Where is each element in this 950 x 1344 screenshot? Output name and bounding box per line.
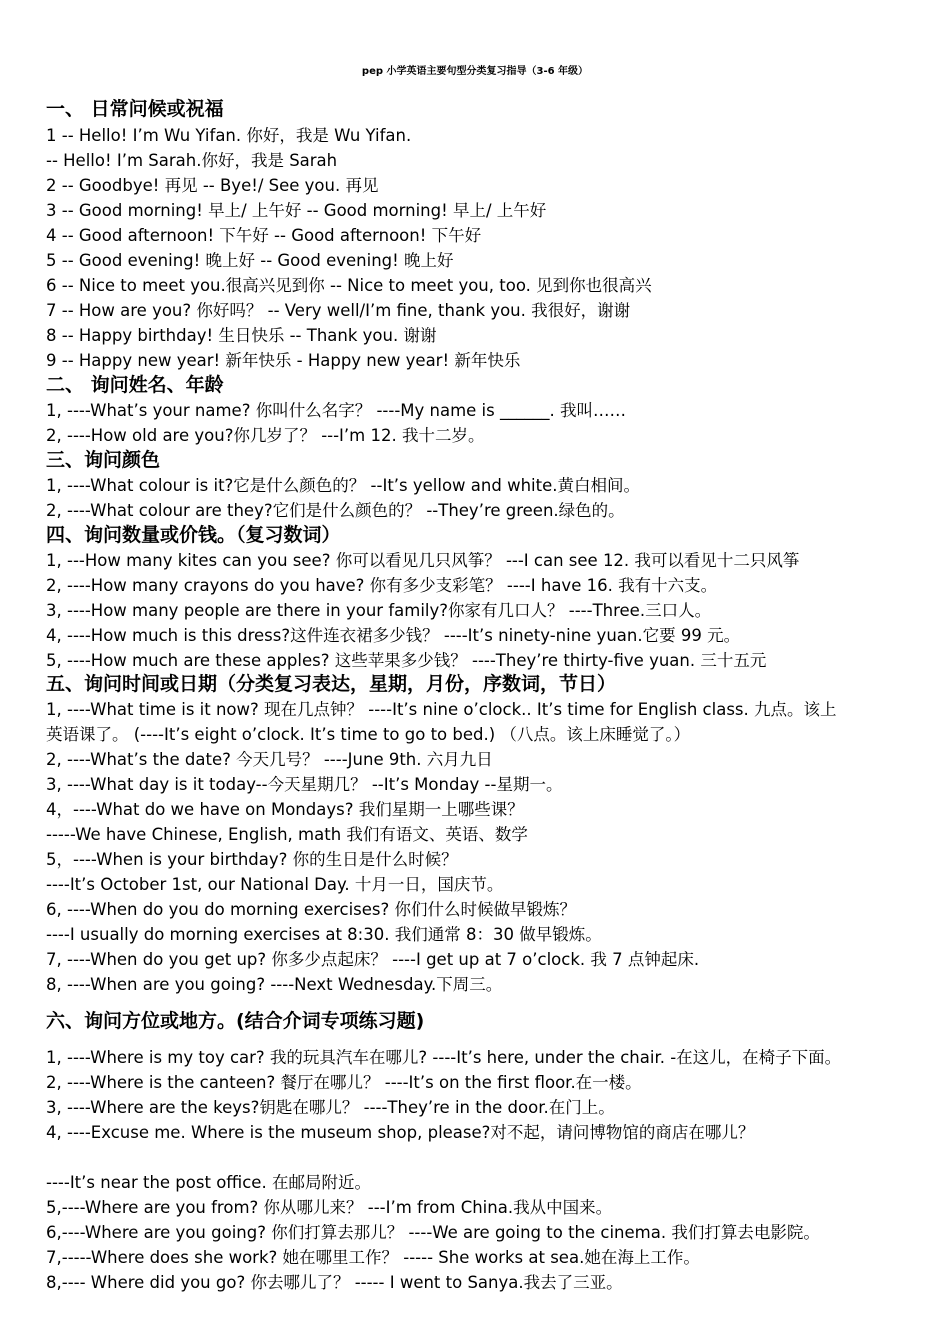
sentence-line: 1, ----Where is my toy car? 我的玩具汽车在哪儿? ----It’s here, under the chair. -在这儿，在椅子下面。 xyxy=(46,1048,842,1067)
sentence-line: 5 -- Good evening! 晚上好 -- Good evening! 晚上好 xyxy=(46,251,454,270)
sentence-line: 1, ----What time is it now? 现在几点钟？ ----It’s nine o’clock.. It’s time for English class. 九点。该上 xyxy=(46,700,837,719)
sentence-line: 6 -- Nice to meet you.很高兴见到你 -- Nice to meet you, too. 见到你也很高兴 xyxy=(46,276,652,295)
sentence-line: 3, ----Where are the keys?钥匙在哪儿？ ----They’re in the door.在门上。 xyxy=(46,1098,615,1117)
sentence-line: 4, ----Excuse me. Where is the museum shop, please?对不起，请问博物馆的商店在哪儿？ xyxy=(46,1123,755,1142)
sentence-line: ----It’s near the post office. 在邮局附近。 xyxy=(46,1173,371,1192)
sentence-line: 1, ----What colour is it?它是什么颜色的？ --It’s yellow and white.黄白相间。 xyxy=(46,476,640,495)
sentence-line: 1, ---How many kites can you see? 你可以看见几只风筝？ ---I can see 12. 我可以看见十二只风筝 xyxy=(46,551,800,570)
sentence-line: 4, ----How much is this dress?这件连衣裙多少钱？ ----It’s ninety-nine yuan.它要 99 元。 xyxy=(46,626,741,645)
sentence-line: 1 -- Hello! I’m Wu Yifan. 你好，我是 Wu Yifan. xyxy=(46,126,412,145)
section-heading-greetings: 一、 日常问候或祝福 xyxy=(46,98,224,120)
section-heading-quantity-price: 四、询问数量或价钱。（复习数词） xyxy=(46,524,341,546)
sentence-line: 8, ----When are you going? ----Next Wednesday.下周三。 xyxy=(46,975,503,994)
section-heading-name-age: 二、 询问姓名、年龄 xyxy=(46,374,224,396)
sentence-line: 2, ----What colour are they?它们是什么颜色的？ --They’re green.绿色的。 xyxy=(46,501,625,520)
sentence-line: 5, ----How much are these apples? 这些苹果多少钱？ ----They’re thirty-five yuan. 三十五元 xyxy=(46,651,767,670)
sentence-line: ----It’s October 1st, our National Day. 十月一日，国庆节。 xyxy=(46,875,504,894)
sentence-line: 4 -- Good afternoon! 下午好 -- Good afternoon! 下午好 xyxy=(46,226,482,245)
sentence-line: 英语课了。 (----It’s eight o’clock. It’s time to go to bed.) （八点。该上床睡觉了。） xyxy=(46,725,691,744)
sentence-line: 2, ----What’s the date? 今天几号？ ----June 9th. 六月九日 xyxy=(46,750,493,769)
sentence-line: 1, ----What’s your name? 你叫什么名字？ ----My name is ______. 我叫…… xyxy=(46,401,626,420)
sentence-line: 6,----Where are you going? 你们打算去那儿？ ----We are going to the cinema. 我们打算去电影院。 xyxy=(46,1223,820,1242)
section-heading-location: 六、询问方位或地方。(结合介词专项练习题) xyxy=(46,1010,425,1032)
section-heading-time-date: 五、询问时间或日期（分类复习表达，星期，月份，序数词，节日） xyxy=(46,673,617,695)
sentence-line: 9 -- Happy new year! 新年快乐 - Happy new year! 新年快乐 xyxy=(46,351,521,370)
page-title: pep 小学英语主要句型分类复习指导（3-6 年级） xyxy=(361,66,589,77)
sentence-line: 7, ----When do you get up? 你多少点起床？ ----I get up at 7 o’clock. 我 7 点钟起床. xyxy=(46,950,700,969)
section-heading-colour: 三、询问颜色 xyxy=(46,449,161,471)
sentence-line: -- Hello! I’m Sarah.你好，我是 Sarah xyxy=(46,151,338,170)
sentence-line: 7,-----Where does she work? 她在哪里工作？ ----- She works at sea.她在海上工作。 xyxy=(46,1248,700,1267)
sentence-line: 3, ----What day is it today--今天星期几？ --It’s Monday --星期一。 xyxy=(46,775,563,794)
sentence-line: 2 -- Goodbye! 再见 -- Bye!/ See you. 再见 xyxy=(46,176,379,195)
sentence-line: 2, ----Where is the canteen? 餐厅在哪儿？ ----It’s on the first floor.在一楼。 xyxy=(46,1073,642,1092)
sentence-line: 2, ----How old are you?你几岁了？ ---I’m 12. 我十二岁。 xyxy=(46,426,485,445)
sentence-line: 4，----What do we have on Mondays? 我们星期一上哪些课？ xyxy=(46,800,524,819)
sentence-line: 5，----When is your birthday? 你的生日是什么时候？ xyxy=(46,850,458,869)
sentence-line: -----We have Chinese, English, math 我们有语文、英语、数学 xyxy=(46,825,528,844)
sentence-line: 3, ----How many people are there in your family?你家有几口人？ ----Three.三口人。 xyxy=(46,601,712,620)
sentence-line: 3 -- Good morning! 早上/ 上午好 -- Good morning! 早上/ 上午好 xyxy=(46,201,547,220)
sentence-line: 2, ----How many crayons do you have? 你有多少支彩笔？ ----I have 16. 我有十六支。 xyxy=(46,576,718,595)
sentence-line: 6, ----When do you do morning exercises? 你们什么时候做早锻炼？ xyxy=(46,900,577,919)
sentence-line: 7 -- How are you? 你好吗？ -- Very well/I’m fine, thank you. 我很好，谢谢 xyxy=(46,301,631,320)
sentence-line: 5,----Where are you from? 你从哪儿来？ ---I’m from China.我从中国来。 xyxy=(46,1198,613,1217)
sentence-line: ----I usually do morning exercises at 8:30. 我们通常 8：30 做早锻炼。 xyxy=(46,925,602,944)
sentence-line: 8 -- Happy birthday! 生日快乐 -- Thank you. 谢谢 xyxy=(46,326,437,345)
sentence-line: 8,---- Where did you go? 你去哪儿了？ ----- I went to Sanya.我去了三亚。 xyxy=(46,1273,623,1292)
